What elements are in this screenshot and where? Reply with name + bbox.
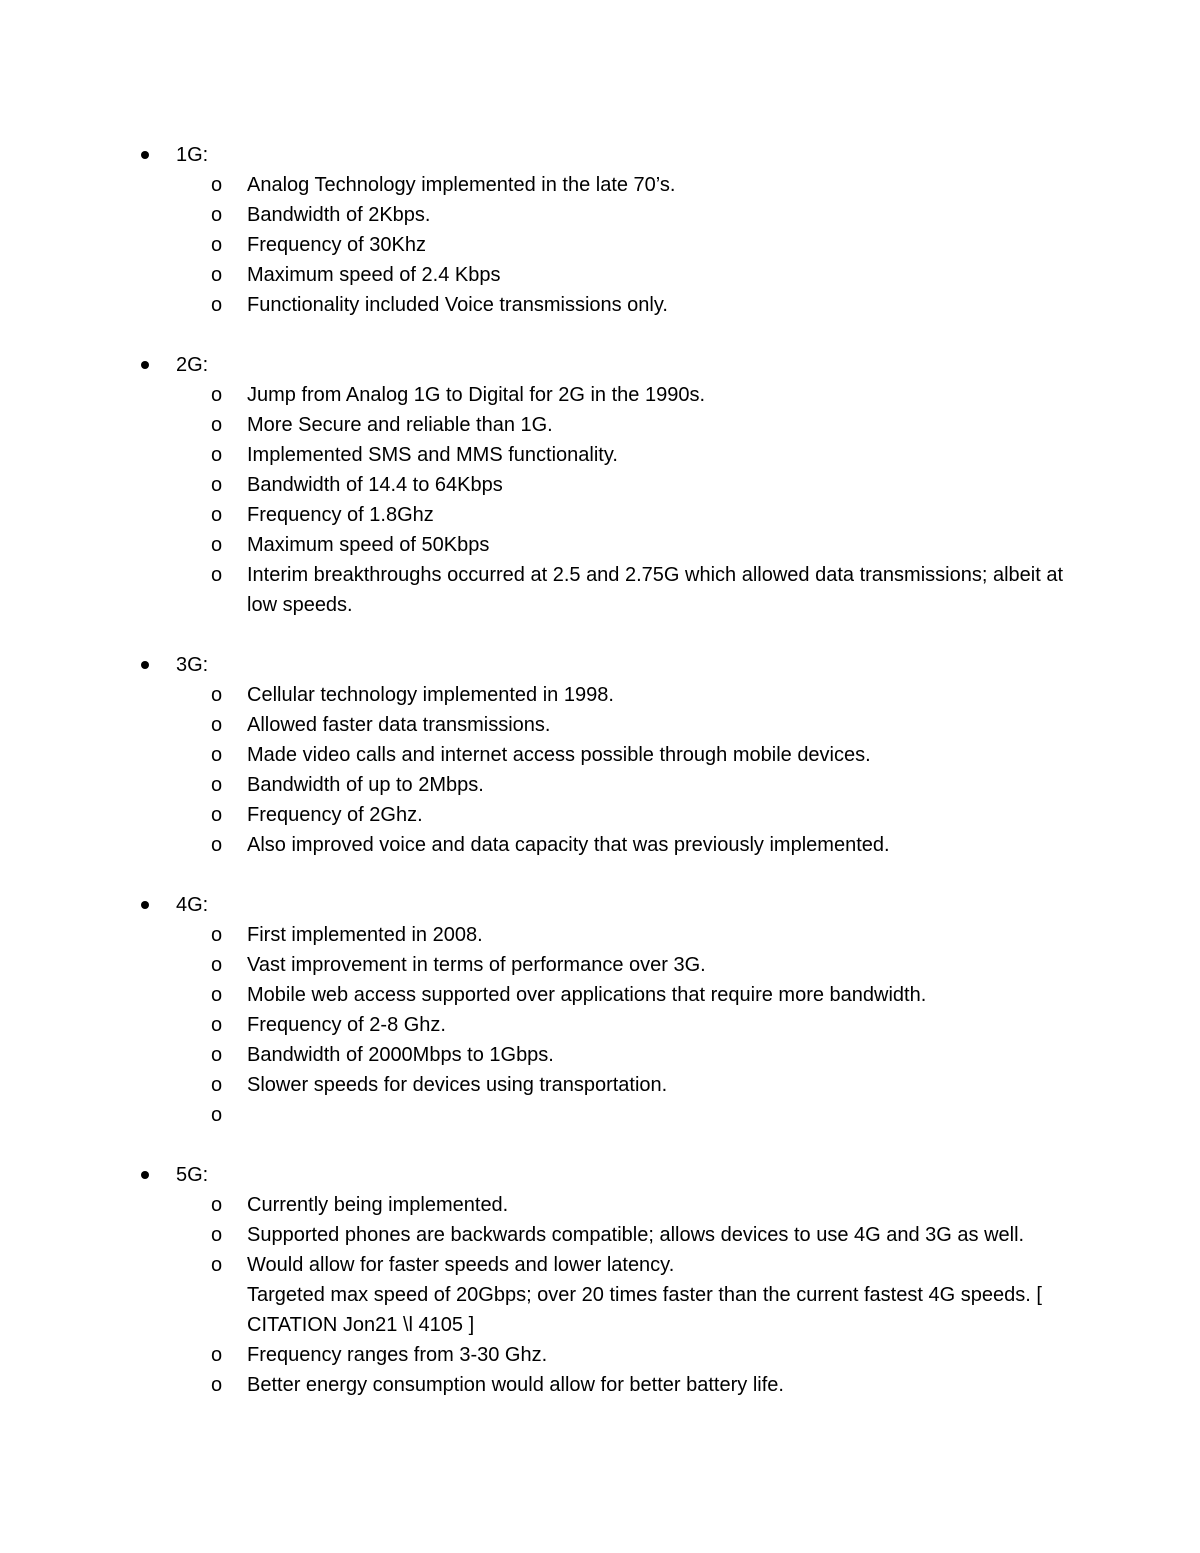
list-item: o Maximum speed of 50Kbps (0, 530, 1200, 560)
circle-bullet-icon: o (211, 1014, 223, 1036)
circle-bullet-icon: o (211, 414, 223, 436)
bullet-icon (141, 1171, 149, 1179)
generation-heading (0, 350, 1200, 380)
list-item: o Frequency of 2Ghz. (0, 800, 1200, 830)
section-3g (0, 650, 1200, 860)
circle-bullet-icon: o (211, 564, 223, 586)
circle-bullet-icon: o (211, 924, 223, 946)
generation-heading (0, 890, 1200, 920)
circle-bullet-icon: o (211, 264, 223, 286)
generation-heading (0, 140, 1200, 170)
circle-bullet-icon: o (211, 1374, 223, 1396)
circle-bullet-icon: o (211, 984, 223, 1006)
circle-bullet-icon: o (211, 1194, 223, 1216)
item-list (0, 1190, 1200, 1400)
list-item: o Implemented SMS and MMS functionality. (0, 440, 1200, 470)
list-item: o Vast improvement in terms of performance over 3G. (0, 950, 1200, 980)
list-item: o Better energy consumption would allow for better battery life. (0, 1370, 1200, 1400)
circle-bullet-icon: o (211, 1224, 223, 1246)
list-item: o Also improved voice and data capacity that was previously implemented. (0, 830, 1200, 860)
generation-label: 1G: (176, 144, 209, 166)
circle-bullet-icon: o (211, 474, 223, 496)
item-list (0, 920, 1200, 1130)
document-body (0, 140, 1200, 1430)
circle-bullet-icon: o (211, 234, 223, 256)
list-item: o Bandwidth of up to 2Mbps. (0, 770, 1200, 800)
circle-bullet-icon: o (211, 534, 223, 556)
generation-heading (0, 1160, 1200, 1190)
section-4g (0, 890, 1200, 1130)
list-item: o Currently being implemented. (0, 1190, 1200, 1220)
list-item: o Cellular technology implemented in 1998. (0, 680, 1200, 710)
circle-bullet-icon: o (211, 384, 223, 406)
list-item: o Bandwidth of 14.4 to 64Kbps (0, 470, 1200, 500)
list-item: o Frequency ranges from 3-30 Ghz. (0, 1340, 1200, 1370)
circle-bullet-icon: o (211, 834, 223, 856)
circle-bullet-icon: o (211, 1104, 223, 1126)
bullet-icon (141, 361, 149, 369)
section-5g (0, 1160, 1200, 1400)
list-item: o Maximum speed of 2.4 Kbps (0, 260, 1200, 290)
item-list (0, 170, 1200, 320)
circle-bullet-icon: o (211, 504, 223, 526)
circle-bullet-icon: o (211, 1344, 223, 1366)
bullet-icon (141, 901, 149, 909)
circle-bullet-icon: o (211, 714, 223, 736)
list-item: o Interim breakthroughs occurred at 2.5 and 2.75G which allowed data transmissions; albeit at low speeds. (0, 560, 1200, 620)
circle-bullet-icon: o (211, 1074, 223, 1096)
list-item: o Frequency of 1.8Ghz (0, 500, 1200, 530)
circle-bullet-icon: o (211, 174, 223, 196)
list-item: o Frequency of 2-8 Ghz. (0, 1010, 1200, 1040)
circle-bullet-icon: o (211, 204, 223, 226)
list-item: o Supported phones are backwards compatible; allows devices to use 4G and 3G as well. (0, 1220, 1200, 1250)
list-item: o Bandwidth of 2Kbps. (0, 200, 1200, 230)
list-item: o Would allow for faster speeds and lower latency. Targeted max speed of 20Gbps; over 20 times faster than the current fastest 4G speeds. [ CITATION Jon21 \l 4105 ] (0, 1250, 1200, 1340)
list-item: o First implemented in 2008. (0, 920, 1200, 950)
circle-bullet-icon: o (211, 744, 223, 766)
generation-label: 3G: (176, 654, 209, 676)
generation-label: 4G: (176, 894, 209, 916)
bullet-icon (141, 151, 149, 159)
item-list (0, 380, 1200, 620)
section-1g (0, 140, 1200, 320)
bullet-icon (141, 661, 149, 669)
empty-list-item (0, 1100, 1200, 1130)
list-item: o Analog Technology implemented in the late 70’s. (0, 170, 1200, 200)
generation-heading (0, 650, 1200, 680)
list-item: o Frequency of 30Khz (0, 230, 1200, 260)
circle-bullet-icon: o (211, 294, 223, 316)
list-item: o Slower speeds for devices using transportation. (0, 1070, 1200, 1100)
citation-paragraph: Targeted max speed of 20Gbps; over 20 times faster than the current fastest 4G speeds. [ CITATION Jon21 \l 4105 ] (247, 1284, 1042, 1336)
generation-label: 2G: (176, 354, 209, 376)
list-item: o Bandwidth of 2000Mbps to 1Gbps. (0, 1040, 1200, 1070)
circle-bullet-icon: o (211, 774, 223, 796)
circle-bullet-icon: o (211, 804, 223, 826)
section-2g (0, 350, 1200, 620)
circle-bullet-icon: o (211, 1254, 223, 1276)
list-item: o Allowed faster data transmissions. (0, 710, 1200, 740)
list-item: o Mobile web access supported over applications that require more bandwidth. (0, 980, 1200, 1010)
list-item: o More Secure and reliable than 1G. (0, 410, 1200, 440)
item-list (0, 680, 1200, 860)
list-item: o Jump from Analog 1G to Digital for 2G in the 1990s. (0, 380, 1200, 410)
list-item: o Made video calls and internet access possible through mobile devices. (0, 740, 1200, 770)
circle-bullet-icon: o (211, 954, 223, 976)
generation-label: 5G: (176, 1164, 209, 1186)
list-item: o Functionality included Voice transmissions only. (0, 290, 1200, 320)
circle-bullet-icon: o (211, 684, 223, 706)
circle-bullet-icon: o (211, 444, 223, 466)
circle-bullet-icon: o (211, 1044, 223, 1066)
